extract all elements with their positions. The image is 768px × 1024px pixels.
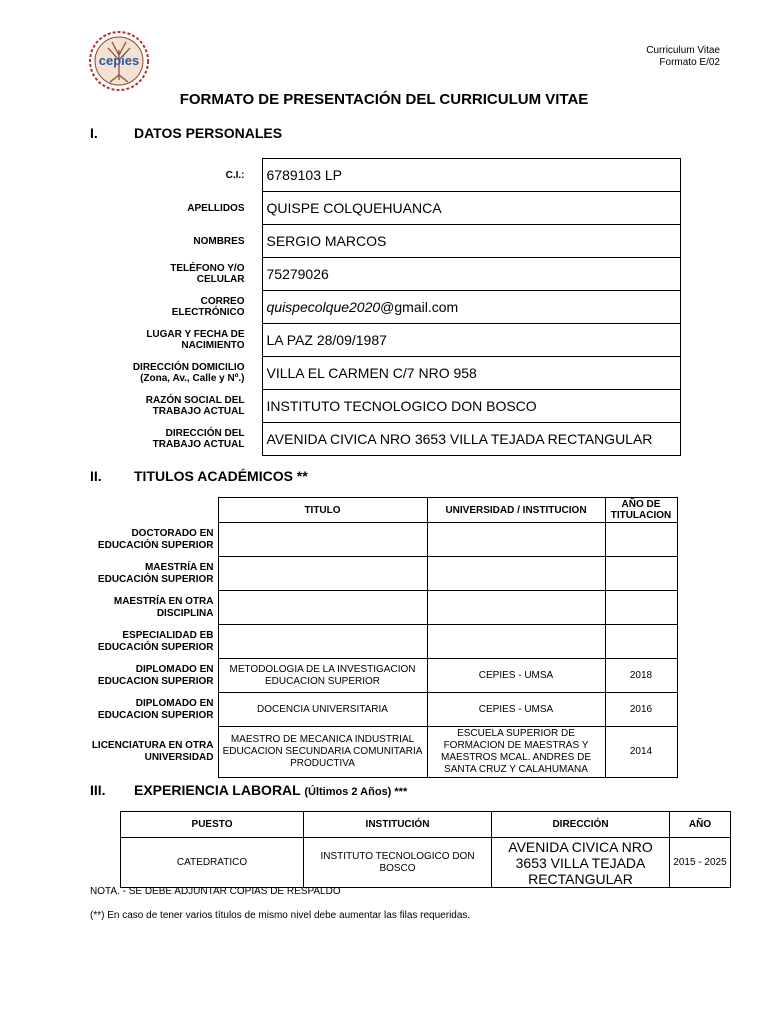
- section-number: II.: [90, 468, 102, 484]
- header-line-2: Formato E/02: [659, 57, 720, 68]
- row-label: DOCTORADO EN EDUCACIÓN SUPERIOR: [97, 527, 214, 551]
- row-label: MAESTRÍA EN OTRA DISCIPLINA: [113, 595, 214, 619]
- col-header-universidad: UNIVERSIDAD / INSTITUCION: [427, 498, 605, 523]
- row-ci: [90, 159, 680, 192]
- experience-row: [121, 838, 731, 888]
- header-row: [121, 812, 731, 838]
- cell-titulo[interactable]: DOCENCIA UNIVERSITARIA: [218, 693, 427, 727]
- row-label: MAESTRÍA EN EDUCACIÓN SUPERIOR: [97, 561, 214, 585]
- row-correo: [90, 291, 680, 324]
- field-correo[interactable]: [262, 291, 680, 324]
- cell-universidad[interactable]: [427, 557, 605, 591]
- label-nombres: NOMBRES: [193, 235, 245, 247]
- cell-anio[interactable]: [605, 625, 677, 659]
- cell-anio[interactable]: 2018: [605, 659, 677, 693]
- section-heading-personal: [90, 125, 490, 143]
- col-header-anio: AÑO DE TITULACION: [605, 498, 677, 523]
- cell-institucion[interactable]: INSTITUTO TECNOLOGICO DON BOSCO: [304, 838, 492, 888]
- academic-titles-table: [90, 497, 678, 778]
- field-ci[interactable]: 6789103 LP: [262, 159, 680, 192]
- label-correo: CORREO ELECTRÓNICO: [171, 296, 245, 318]
- field-apellidos[interactable]: QUISPE COLQUEHUANCA: [262, 192, 680, 225]
- section-title: TITULOS ACADÉMICOS **: [134, 468, 308, 484]
- cell-universidad[interactable]: CEPIES - UMSA: [427, 659, 605, 693]
- academic-row: [90, 523, 677, 557]
- cell-titulo[interactable]: MAESTRO DE MECANICA INDUSTRIAL EDUCACION SECUNDARIA COMUNITARIA PRODUCTIVA: [218, 727, 427, 778]
- row-domicilio: [90, 357, 680, 390]
- cell-anio[interactable]: 2014: [605, 727, 677, 778]
- row-razon-social: [90, 390, 680, 423]
- cepies-logo: [86, 30, 152, 92]
- academic-row: [90, 727, 677, 778]
- label-domicilio: DIRECCIÓN DOMICILIO (Zona, Av., Calle y Nº.): [132, 362, 245, 384]
- header-row: [90, 498, 677, 523]
- cell-universidad[interactable]: ESCUELA SUPERIOR DE FORMACION DE MAESTRAS Y MAESTROS MCAL. ANDRES DE SANTA CRUZ Y CALAHUMANA: [427, 727, 605, 778]
- note-text: NOTA. - SE DEBE ADJUNTAR COPIAS DE RESPALDO: [90, 886, 341, 897]
- cell-titulo[interactable]: [218, 625, 427, 659]
- field-nacimiento[interactable]: LA PAZ 28/09/1987: [262, 324, 680, 357]
- label-telefono: TELÉFONO Y/O CELULAR: [170, 263, 245, 285]
- cell-universidad[interactable]: [427, 591, 605, 625]
- section-title: EXPERIENCIA LABORAL (Últimos 2 Años) ***: [134, 782, 408, 798]
- logo-text: cepies: [98, 53, 140, 68]
- label-direccion-trabajo: DIRECCIÓN DEL TRABAJO ACTUAL: [152, 428, 245, 450]
- cell-universidad[interactable]: CEPIES - UMSA: [427, 693, 605, 727]
- row-label: ESPECIALIDAD EB EDUCACIÓN SUPERIOR: [97, 629, 214, 653]
- section-heading-academic: [90, 468, 490, 486]
- col-header-puesto: PUESTO: [121, 812, 304, 838]
- academic-row: [90, 591, 677, 625]
- label-nacimiento: LUGAR Y FECHA DE NACIMIENTO: [146, 329, 245, 351]
- field-telefono[interactable]: 75279026: [262, 258, 680, 291]
- cell-anio[interactable]: 2015 - 2025: [670, 838, 731, 888]
- cell-universidad[interactable]: [427, 523, 605, 557]
- row-nacimiento: [90, 324, 680, 357]
- row-direccion-trabajo: [90, 423, 680, 456]
- cell-titulo[interactable]: [218, 591, 427, 625]
- row-telefono: [90, 258, 680, 291]
- header-line-1: Curriculum Vitae: [646, 45, 720, 56]
- cell-anio[interactable]: [605, 523, 677, 557]
- academic-row: [90, 557, 677, 591]
- row-nombres: [90, 225, 680, 258]
- cell-titulo[interactable]: METODOLOGIA DE LA INVESTIGACION EDUCACION SUPERIOR: [218, 659, 427, 693]
- col-header-anio: AÑO: [670, 812, 731, 838]
- col-header-titulo: TITULO: [218, 498, 427, 523]
- row-label: DIPLOMADO EN EDUCACION SUPERIOR: [97, 663, 214, 687]
- col-header-institucion: INSTITUCIÓN: [304, 812, 492, 838]
- label-apellidos: APELLIDOS: [187, 202, 245, 214]
- cell-anio[interactable]: [605, 557, 677, 591]
- academic-row: [90, 659, 677, 693]
- cell-anio[interactable]: [605, 591, 677, 625]
- col-header-direccion: DIRECCIÓN: [492, 812, 670, 838]
- label-ci: C.I.:: [225, 169, 245, 181]
- row-label: DIPLOMADO EN EDUCACION SUPERIOR: [97, 697, 214, 721]
- label-razon-social: RAZÓN SOCIAL DEL TRABAJO ACTUAL: [145, 395, 245, 417]
- field-razon-social[interactable]: INSTITUTO TECNOLOGICO DON BOSCO: [262, 390, 680, 423]
- cell-direccion[interactable]: AVENIDA CIVICA NRO 3653 VILLA TEJADA RECTANGULAR: [492, 838, 670, 888]
- row-apellidos: [90, 192, 680, 225]
- footnote-text: (**) En caso de tener varios títulos de mismo nivel debe aumentar las filas requeridas.: [90, 910, 471, 921]
- field-domicilio[interactable]: VILLA EL CARMEN C/7 NRO 958: [262, 357, 680, 390]
- field-direccion-trabajo[interactable]: AVENIDA CIVICA NRO 3653 VILLA TEJADA RECTANGULAR: [262, 423, 680, 456]
- section-number: III.: [90, 782, 106, 798]
- field-nombres[interactable]: SERGIO MARCOS: [262, 225, 680, 258]
- section-subtitle: (Últimos 2 Años) ***: [304, 786, 408, 798]
- cell-universidad[interactable]: [427, 625, 605, 659]
- personal-data-table: [90, 158, 681, 456]
- cell-anio[interactable]: 2016: [605, 693, 677, 727]
- document-title: FORMATO DE PRESENTACIÓN DEL CURRICULUM VITAE: [179, 91, 589, 108]
- email-domain: @gmail.com: [380, 299, 459, 315]
- section-number: I.: [90, 125, 98, 141]
- section-heading-experience: [90, 782, 490, 800]
- academic-row: [90, 625, 677, 659]
- email-user: quispecolque2020: [266, 299, 381, 315]
- section-title: DATOS PERSONALES: [134, 125, 283, 141]
- experience-table: [120, 811, 731, 888]
- header-info: [646, 45, 720, 69]
- cell-puesto[interactable]: CATEDRATICO: [121, 838, 304, 888]
- academic-row: [90, 693, 677, 727]
- row-label: LICENCIATURA EN OTRA UNIVERSIDAD: [91, 740, 214, 763]
- cell-titulo[interactable]: [218, 557, 427, 591]
- cell-titulo[interactable]: [218, 523, 427, 557]
